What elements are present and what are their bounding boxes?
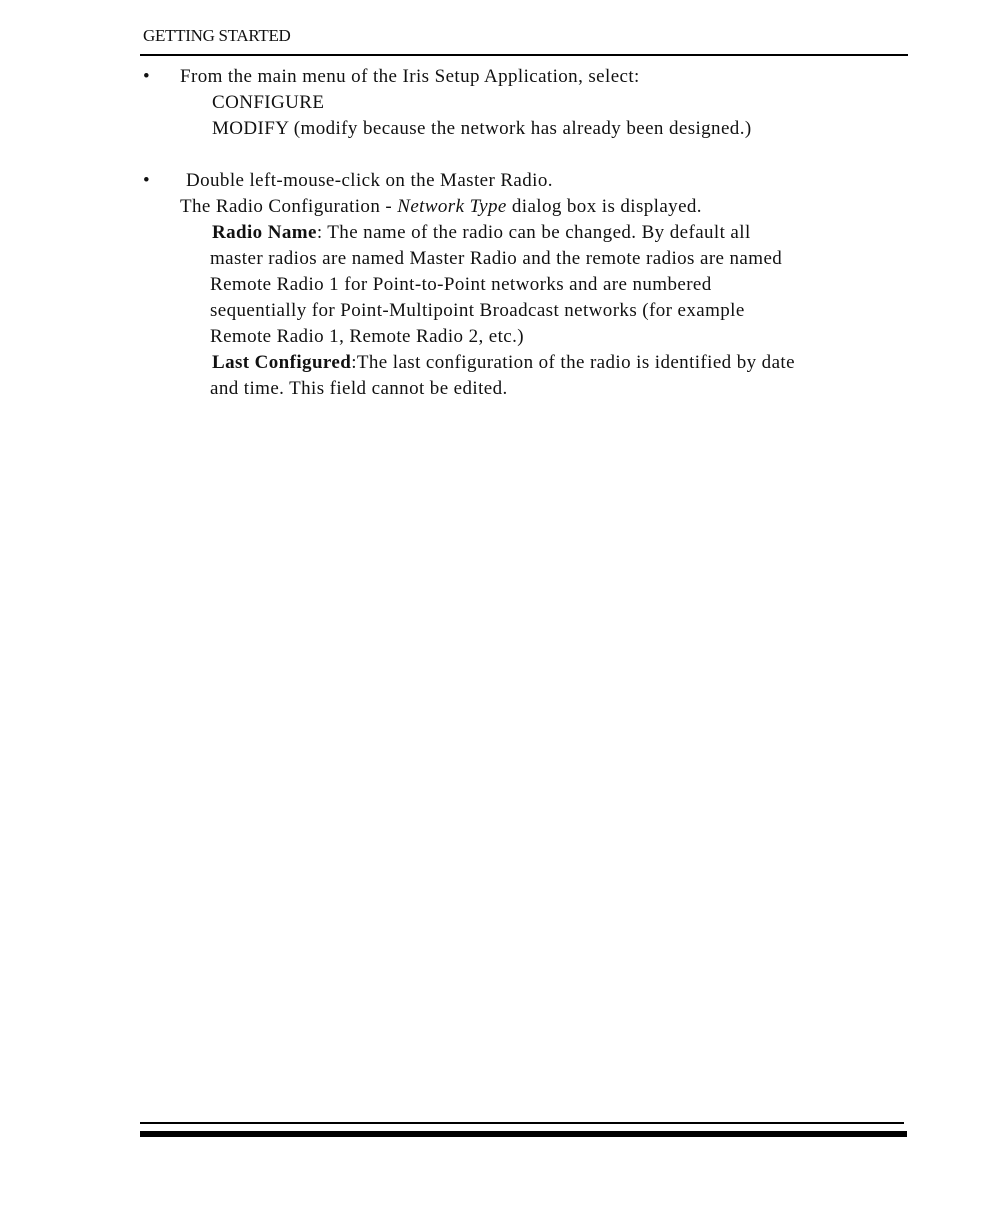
bullet: • [143, 66, 150, 87]
radio-name-desc-4: sequentially for Point-Multipoint Broadcast networks (for example [210, 300, 745, 321]
running-header: GETTING STARTED [143, 26, 291, 45]
step1-text: From the main menu of the Iris Setup Application, select: [180, 66, 640, 87]
dialog-name: Network Type [397, 196, 507, 217]
radio-name-label: Radio Name [212, 222, 317, 243]
step2-result-suffix: dialog box is displayed. [506, 196, 702, 217]
last-configured-line-1 [212, 350, 795, 376]
footer-rule-thin [140, 1122, 904, 1124]
bullet: • [143, 170, 150, 191]
radio-name-line-1 [212, 220, 751, 246]
step2-text: Double left-mouse-click on the Master Radio. [186, 170, 553, 191]
menu-item-configure: CONFIGURE [212, 92, 325, 113]
menu-item-modify: MODIFY (modify because the network has already been designed.) [212, 118, 752, 139]
radio-name-desc-2: master radios are named Master Radio and the remote radios are named [210, 248, 783, 269]
footer-rule-thick [140, 1131, 907, 1137]
radio-name-desc-1: : The name of the radio can be changed. By default all [316, 222, 751, 243]
radio-name-desc-3: Remote Radio 1 for Point-to-Point networks and are numbered [210, 274, 712, 295]
last-configured-label: Last Configured [212, 352, 352, 373]
radio-name-desc-5: Remote Radio 1, Remote Radio 2, etc.) [210, 326, 524, 347]
step2-result [180, 194, 702, 220]
last-configured-desc-2: and time. This field cannot be edited. [210, 378, 508, 399]
step2-result-prefix: The Radio Configuration - [180, 196, 398, 217]
last-configured-desc-1: :The last configuration of the radio is identified by date [351, 352, 795, 373]
header-rule [140, 54, 908, 56]
